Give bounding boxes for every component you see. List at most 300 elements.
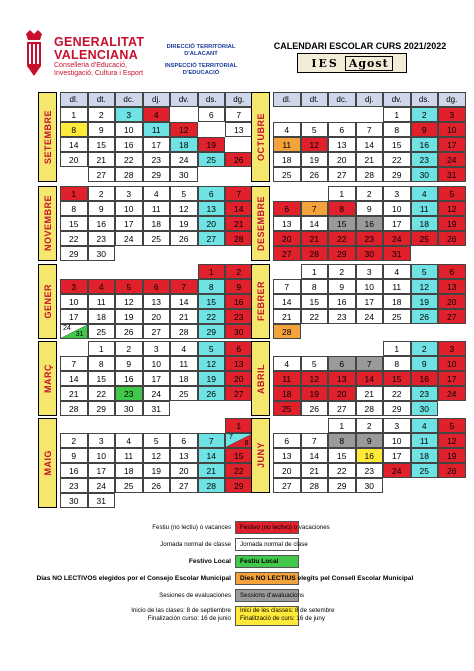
day-cell: 23 (356, 231, 384, 246)
day-cell: 28 (356, 401, 384, 416)
day-cell: 24 (438, 152, 466, 167)
day-cell: 27 (438, 309, 466, 324)
day-cell: 7 (170, 279, 198, 294)
day-cell: 22 (301, 309, 329, 324)
empty-cell (438, 401, 466, 416)
day-cell: 6 (225, 341, 253, 356)
day-cell: 15 (198, 294, 226, 309)
empty-cell (273, 341, 301, 356)
month-marc (38, 341, 253, 416)
day-cell: 8 (88, 356, 116, 371)
day-cell: 11 (273, 371, 301, 386)
legend (36, 520, 460, 627)
day-cell: 8 (328, 201, 356, 216)
day-cell: 20 (198, 216, 226, 231)
day-cell: 9 (60, 448, 88, 463)
day-cell: 19 (170, 216, 198, 231)
day-cell: 19 (115, 309, 143, 324)
day-cell: 31 (383, 246, 411, 261)
day-cell: 24 (143, 386, 171, 401)
empty-cell (115, 493, 143, 508)
empty-cell (170, 493, 198, 508)
day-cell: 13 (170, 448, 198, 463)
weekday-header: dt. (301, 92, 329, 107)
month-label (251, 92, 270, 182)
day-cell: 26 (411, 309, 439, 324)
day-number: 7 (229, 434, 233, 441)
day-cell: 22 (225, 463, 253, 478)
empty-cell (143, 493, 171, 508)
day-cell: 28 (198, 478, 226, 493)
day-cell: 21 (225, 216, 253, 231)
day-cell: 19 (301, 386, 329, 401)
day-cell: 26 (115, 324, 143, 339)
day-cell: 22 (383, 152, 411, 167)
weekday-header: dg. (438, 92, 466, 107)
legend-label-es: Días NO LECTIVOS elegidos por el Consejo Escolar Municipal (36, 575, 231, 582)
empty-cell (198, 246, 226, 261)
day-cell: 29 (328, 478, 356, 493)
day-cell: 23 (115, 386, 143, 401)
day-cell: 25 (88, 324, 116, 339)
day-cell: 13 (225, 356, 253, 371)
day-cell: 30 (115, 401, 143, 416)
day-cell: 2 (88, 107, 116, 122)
day-cell: 29 (383, 167, 411, 182)
day-cell: 10 (438, 356, 466, 371)
day-cell: 6 (273, 201, 301, 216)
day-cell: 18 (170, 137, 198, 152)
generalitat-logo (20, 30, 160, 86)
day-cell: 23 (411, 152, 439, 167)
day-cell: 2 (225, 264, 253, 279)
day-cell: 20 (225, 371, 253, 386)
day-cell: 20 (170, 463, 198, 478)
day-cell: 12 (143, 448, 171, 463)
legend-line: Finalització de curs: 16 de juny (240, 614, 325, 622)
day-cell: 24 (383, 231, 411, 246)
day-cell: 5 (115, 279, 143, 294)
weekday-header: dv. (383, 92, 411, 107)
month-label (38, 418, 57, 508)
day-cell: 12 (170, 201, 198, 216)
day-cell: 8 (60, 122, 88, 137)
month-novembre (38, 186, 253, 261)
day-cell: 11 (170, 356, 198, 371)
month-gener (38, 264, 253, 339)
day-cell: 16 (328, 294, 356, 309)
day-cell: 30 (356, 246, 384, 261)
day-cell: 26 (301, 167, 329, 182)
day-cell: 17 (356, 294, 384, 309)
empty-cell (438, 478, 466, 493)
day-cell: 30 (170, 167, 198, 182)
weekday-header: dt. (88, 92, 116, 107)
day-cell: 9 (88, 201, 116, 216)
month-label (251, 341, 270, 416)
empty-cell (356, 341, 384, 356)
day-cell: 13 (438, 279, 466, 294)
legend-row (40, 605, 460, 627)
day-cell: 19 (438, 448, 466, 463)
day-cell: 22 (88, 386, 116, 401)
day-number: 8 (244, 440, 249, 447)
day-cell: 23 (411, 386, 439, 401)
legend-label-va (240, 607, 335, 622)
day-cell: 10 (383, 201, 411, 216)
day-cell: 2 (356, 418, 384, 433)
month-name: DESEMBRE (255, 195, 266, 251)
day-cell: 26 (198, 386, 226, 401)
month-desembre (251, 186, 466, 261)
day-cell: 4 (411, 418, 439, 433)
empty-cell (60, 167, 88, 182)
day-cell: 18 (383, 294, 411, 309)
day-cell: 29 (143, 167, 171, 182)
day-cell: 6 (273, 433, 301, 448)
day-cell: 29 (328, 246, 356, 261)
day-cell: 12 (115, 294, 143, 309)
empty-cell (273, 418, 301, 433)
day-cell: 4 (383, 264, 411, 279)
month-name: JUNY (255, 442, 266, 469)
day-cell: 23 (356, 463, 384, 478)
empty-cell (170, 264, 198, 279)
weekday-header: dj. (143, 92, 171, 107)
month-grid (60, 186, 253, 261)
month-grid (60, 341, 253, 416)
day-number: 24 (63, 325, 71, 332)
inspeccio-line-1: INSPECCIÓ TERRITORIAL (164, 63, 238, 69)
day-cell: 7 (225, 186, 253, 201)
day-cell: 8 (198, 279, 226, 294)
day-cell: 7 (301, 433, 329, 448)
weekday-header: dc. (115, 92, 143, 107)
day-cell: 7 (60, 356, 88, 371)
day-cell: 20 (328, 386, 356, 401)
weekday-header: dc. (328, 92, 356, 107)
day-cell: 27 (273, 478, 301, 493)
day-cell: 13 (328, 137, 356, 152)
day-cell: 10 (115, 201, 143, 216)
day-cell: 24 (356, 309, 384, 324)
day-cell: 18 (411, 216, 439, 231)
day-cell: 10 (60, 294, 88, 309)
empty-cell (143, 418, 171, 433)
legend-label-es (131, 607, 231, 622)
day-cell: 22 (383, 386, 411, 401)
legend-line: Finalización curso: 16 de junio (147, 614, 231, 622)
day-cell: 27 (328, 401, 356, 416)
day-cell: 8 (60, 201, 88, 216)
day-cell: 17 (383, 448, 411, 463)
day-cell: 23 (60, 478, 88, 493)
day-cell: 16 (356, 448, 384, 463)
month-name: MAIG (42, 450, 53, 476)
empty-cell (438, 246, 466, 261)
empty-cell (225, 493, 253, 508)
school-name: Agost (345, 56, 393, 71)
day-cell: 9 (411, 356, 439, 371)
empty-cell (198, 122, 226, 137)
day-cell: 27 (225, 386, 253, 401)
legend-label-va: Sessions d'avaluacions (240, 592, 305, 599)
empty-cell (60, 418, 88, 433)
day-cell: 5 (411, 264, 439, 279)
legend-line: Inici de les classes: 8 de setembre (240, 607, 335, 614)
calendar-title: CALENDARI ESCOLAR CURS 2021/2022 (273, 41, 447, 51)
weekday-header: dl. (60, 92, 88, 107)
legend-label-es: Festivo Local (188, 558, 231, 565)
day-cell: 5 (198, 341, 226, 356)
day-cell: 18 (411, 448, 439, 463)
day-cell: 26 (170, 231, 198, 246)
day-cell: 9 (356, 201, 384, 216)
day-cell: 29 (225, 478, 253, 493)
day-cell: 23 (225, 309, 253, 324)
day-cell: 6 (328, 356, 356, 371)
empty-cell (225, 401, 253, 416)
day-cell: 11 (143, 122, 171, 137)
day-cell: 6 (328, 122, 356, 137)
day-cell: 20 (438, 294, 466, 309)
day-cell: 3 (356, 264, 384, 279)
day-cell: 27 (170, 478, 198, 493)
day-cell: 15 (328, 216, 356, 231)
weekday-header: ds. (411, 92, 439, 107)
day-cell: 8 (328, 433, 356, 448)
day-cell: 3 (143, 341, 171, 356)
day-cell: 5 (438, 186, 466, 201)
day-cell: 28 (115, 167, 143, 182)
day-cell: 7 (198, 433, 226, 448)
day-cell: 15 (328, 448, 356, 463)
day-cell: 19 (438, 216, 466, 231)
day-cell: 16 (225, 294, 253, 309)
day-cell: 8 (383, 356, 411, 371)
day-cell: 10 (143, 356, 171, 371)
day-cell: 27 (273, 246, 301, 261)
day-cell: 17 (383, 216, 411, 231)
day-cell: 17 (143, 137, 171, 152)
day-cell: 7 (225, 107, 253, 122)
day-cell: 21 (356, 152, 384, 167)
empty-cell (198, 167, 226, 182)
empty-cell (225, 167, 253, 182)
day-cell: 28 (356, 167, 384, 182)
day-cell: 14 (60, 137, 88, 152)
day-cell: 14 (225, 201, 253, 216)
day-cell: 12 (170, 122, 198, 137)
day-cell: 21 (301, 463, 329, 478)
day-cell: 15 (383, 137, 411, 152)
day-cell: 7 (273, 279, 301, 294)
logo-subtitle-2: Investigació, Cultura i Esport (54, 70, 144, 77)
empty-cell (225, 246, 253, 261)
day-cell: 1 (301, 264, 329, 279)
day-cell: 30 (88, 246, 116, 261)
territorial-direction (160, 44, 242, 77)
empty-cell (301, 418, 329, 433)
month-setembre (38, 92, 253, 182)
day-cell: 14 (301, 448, 329, 463)
day-cell: 25 (170, 386, 198, 401)
day-cell: 15 (60, 216, 88, 231)
day-cell: 30 (411, 401, 439, 416)
month-grid (273, 418, 466, 493)
empty-cell (170, 418, 198, 433)
day-cell: 30 (356, 478, 384, 493)
legend-label-va: Jornada normal de clase (240, 541, 308, 548)
day-cell: 13 (328, 371, 356, 386)
day-cell: 10 (438, 122, 466, 137)
day-cell: 20 (273, 231, 301, 246)
day-cell: 4 (273, 356, 301, 371)
month-grid (60, 92, 253, 182)
day-cell: 2 (60, 433, 88, 448)
day-cell: 17 (143, 371, 171, 386)
day-cell: 30 (411, 167, 439, 182)
day-cell: 4 (143, 107, 171, 122)
legend-row (40, 520, 460, 537)
day-cell: 27 (88, 167, 116, 182)
day-cell: 11 (143, 201, 171, 216)
month-label (38, 186, 57, 261)
month-grid (273, 264, 466, 339)
day-cell: 1 (328, 418, 356, 433)
empty-cell (170, 107, 198, 122)
day-cell: 24 (438, 386, 466, 401)
day-cell: 19 (198, 371, 226, 386)
day-cell: 24 (88, 478, 116, 493)
day-cell: 3 (438, 341, 466, 356)
empty-cell (88, 418, 116, 433)
day-cell: 4 (88, 279, 116, 294)
day-cell: 10 (88, 448, 116, 463)
day-cell: 6 (438, 264, 466, 279)
day-cell: 4 (170, 341, 198, 356)
month-grid (273, 341, 466, 416)
day-cell: 21 (88, 152, 116, 167)
day-cell: 29 (383, 401, 411, 416)
day-cell: 2 (115, 341, 143, 356)
day-cell: 6 (170, 433, 198, 448)
day-cell: 23 (143, 152, 171, 167)
day-number: 31 (75, 331, 84, 338)
day-cell: 25 (273, 401, 301, 416)
month-label (38, 92, 57, 182)
empty-cell (273, 107, 301, 122)
legend-label-va: Festivo (no lectivo) o vacaciones (240, 524, 330, 531)
day-cell: 28 (301, 246, 329, 261)
day-cell-split (225, 433, 253, 448)
day-cell: 28 (60, 401, 88, 416)
weekday-header: dj. (356, 92, 384, 107)
empty-cell (198, 493, 226, 508)
day-cell: 31 (438, 167, 466, 182)
legend-label-es: Festiu (no lectiu) o vacances (152, 524, 231, 531)
day-cell: 18 (170, 371, 198, 386)
empty-cell (383, 324, 411, 339)
empty-cell (328, 341, 356, 356)
day-cell: 21 (356, 386, 384, 401)
day-cell: 19 (301, 152, 329, 167)
crown-shield-icon (20, 30, 48, 78)
day-cell: 1 (88, 341, 116, 356)
day-cell: 25 (383, 309, 411, 324)
day-cell: 4 (273, 122, 301, 137)
day-cell: 5 (143, 433, 171, 448)
day-cell: 16 (88, 216, 116, 231)
month-grid (273, 92, 466, 182)
day-cell: 17 (438, 137, 466, 152)
day-cell: 4 (411, 186, 439, 201)
day-cell: 12 (301, 371, 329, 386)
day-cell: 16 (356, 216, 384, 231)
month-grid (60, 418, 253, 508)
day-cell: 1 (60, 186, 88, 201)
day-cell: 9 (225, 279, 253, 294)
day-cell: 3 (60, 279, 88, 294)
day-cell: 1 (225, 418, 253, 433)
day-cell-split (60, 324, 88, 339)
day-cell: 13 (225, 122, 253, 137)
day-cell: 14 (356, 371, 384, 386)
day-cell: 13 (273, 448, 301, 463)
month-label (251, 418, 270, 493)
day-cell: 30 (225, 324, 253, 339)
legend-row (36, 571, 460, 588)
day-cell: 17 (438, 371, 466, 386)
day-cell: 24 (115, 231, 143, 246)
empty-cell (301, 341, 329, 356)
day-cell: 14 (301, 216, 329, 231)
day-cell: 22 (60, 231, 88, 246)
empty-cell (301, 107, 329, 122)
day-cell: 31 (143, 401, 171, 416)
day-cell: 11 (273, 137, 301, 152)
day-cell: 3 (115, 186, 143, 201)
legend-row (40, 588, 460, 605)
day-cell: 18 (273, 152, 301, 167)
empty-cell (198, 418, 226, 433)
month-grid (273, 186, 466, 261)
day-cell: 2 (411, 107, 439, 122)
day-cell: 9 (411, 122, 439, 137)
day-cell: 25 (411, 231, 439, 246)
day-cell: 1 (60, 107, 88, 122)
empty-cell (411, 478, 439, 493)
day-cell: 9 (115, 356, 143, 371)
direccio-line-2: D'ALACANT (184, 51, 218, 57)
empty-cell (273, 186, 301, 201)
empty-cell (438, 324, 466, 339)
day-cell: 9 (356, 433, 384, 448)
day-cell: 28 (170, 324, 198, 339)
day-cell: 14 (273, 294, 301, 309)
day-cell: 11 (411, 433, 439, 448)
day-cell: 12 (438, 201, 466, 216)
empty-cell (143, 246, 171, 261)
day-cell: 21 (198, 463, 226, 478)
day-cell: 2 (411, 341, 439, 356)
day-cell: 3 (438, 107, 466, 122)
month-name: ABRIL (255, 363, 266, 394)
day-cell: 29 (198, 324, 226, 339)
day-cell: 5 (438, 418, 466, 433)
day-cell: 7 (356, 122, 384, 137)
day-cell: 5 (170, 186, 198, 201)
